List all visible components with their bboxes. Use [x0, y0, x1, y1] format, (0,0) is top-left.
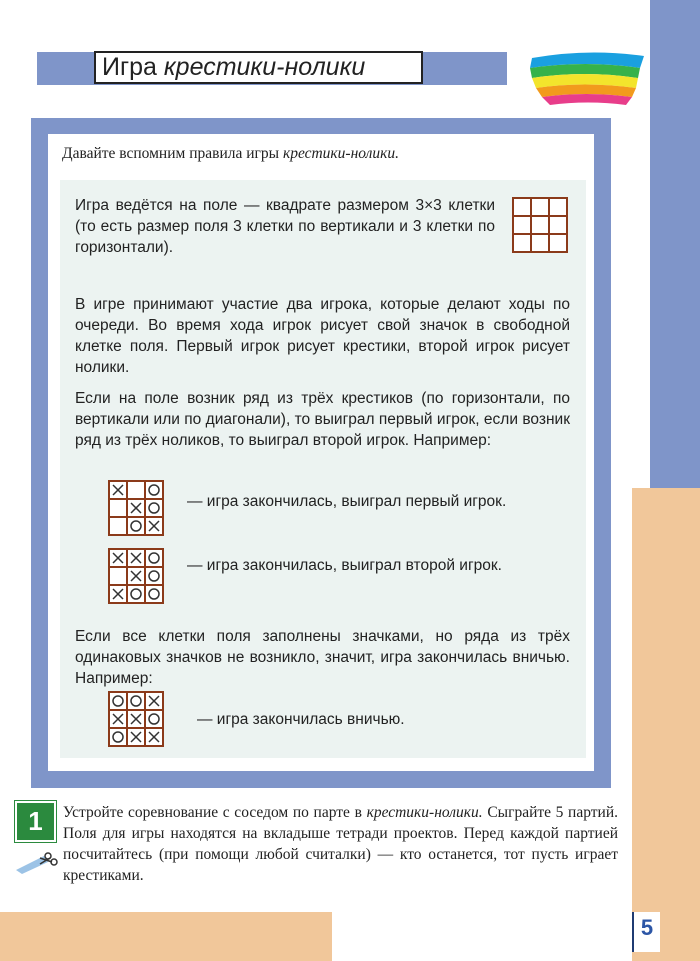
page-number: 5: [632, 912, 660, 952]
rule-paragraph-3: Если на поле возник ряд из трёх крестиков (по горизонтали, по вертикали или по диагонали), то выиграл первый игрок, если возник ряд из трёх ноликов, то выиграл второй игрок. Например:: [75, 390, 570, 449]
task-text-after: Сыграйте 5 партий. Поля для игры находятся на вкладыше тетради проектов. Перед каждой партией посчитайтесь (при помощи любой считалки) — кто останется, тот пусть играет крестиками.: [63, 804, 619, 884]
example-board-1: [108, 480, 164, 536]
rule-paragraph-4: Если все клетки поля заполнены значками, но ряда из трёх одинаковых значков не возникло, значит, игра закончилась вничью. Например:: [75, 628, 570, 687]
rule-paragraph-1: Игра ведётся на поле — квадрате размером 3×3 клетки (то есть размер поля 3 клетки по вертикали и 3 клетки по горизонтали).: [75, 197, 495, 256]
intro-italic: крестики-нолики.: [282, 145, 400, 162]
example-caption-2: — игра закончилась, выиграл второй игрок.: [187, 557, 502, 574]
title-italic: крестики-нолики: [163, 53, 366, 81]
empty-grid-icon: [512, 197, 568, 253]
rule-paragraph-2: В игре принимают участие два игрока, которые делают ходы по очереди. Во время хода игрок рисует свой значок в свободной клетке поля. Первый игрок рисует крестики, второй игрок рисует нолики.: [75, 296, 570, 376]
side-peach-strip: [632, 488, 700, 961]
intro-text: [62, 145, 399, 163]
example-caption-1: — игра закончилась, выиграл первый игрок.: [187, 493, 507, 510]
task-text-italic: крестики-нолики.: [366, 804, 483, 821]
title-normal: Игра: [102, 53, 157, 81]
example-caption-3: — игра закончилась вничью.: [197, 711, 405, 728]
task-text: [63, 802, 618, 886]
task-text-before: Устройте соревнование с соседом по парте в: [63, 804, 362, 821]
intro-normal: Давайте вспомним правила игры: [62, 145, 280, 162]
example-board-3: [108, 691, 164, 747]
scissors-icon: [14, 850, 58, 874]
rainbow-icon: [528, 50, 646, 106]
example-board-2: [108, 548, 164, 604]
task-number-badge: 1: [17, 803, 54, 840]
bottom-peach-band: [0, 912, 332, 961]
side-blue-strip: [650, 0, 700, 490]
page-title: [94, 51, 423, 84]
